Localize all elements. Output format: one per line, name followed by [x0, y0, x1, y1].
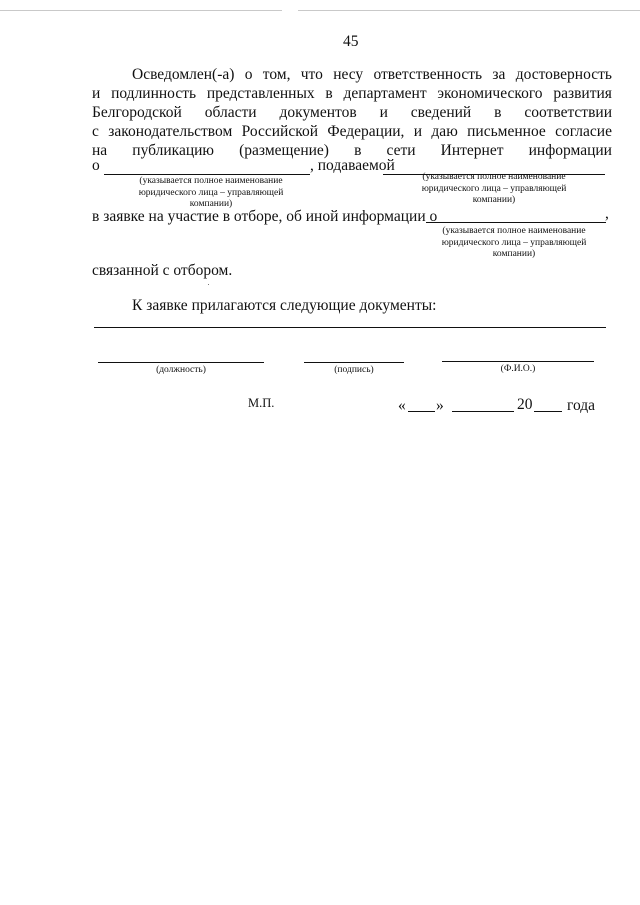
date-year-suffix: года [567, 397, 596, 414]
full-name-label: (Ф.И.О.) [500, 364, 536, 374]
para-line-7-end: , [605, 205, 609, 222]
signature-field[interactable] [304, 362, 404, 363]
para-line-2: и подлинность представленных в департамент экономического развития [92, 85, 612, 102]
para-line-4: с законодательством Российской Федерации, и даю письменное согласие [92, 123, 612, 140]
hint-company-line7: (указывается полное наименование юридического лица – управляющей компании) [441, 226, 587, 259]
attachments-field[interactable] [94, 327, 606, 328]
date-open-quote: « [398, 397, 406, 414]
para-line-6-mid: , подаваемой [310, 157, 395, 174]
signature-label: (подпись) [334, 365, 374, 375]
para-line-1: Осведомлен(-а) о том, что несу ответственность за достоверность [132, 66, 612, 83]
full-name-field[interactable] [442, 361, 594, 362]
hint-company-left: (указывается полное наименование юридического лица – управляющей компании) [138, 176, 284, 209]
page-number: 45 [343, 33, 359, 50]
para-line-7: в заявке на участие в отборе, об иной информации о [92, 208, 438, 225]
position-label: (должность) [156, 365, 206, 375]
para-line-6-start: о [92, 157, 100, 174]
company-name-field-3[interactable] [426, 222, 606, 223]
para-line-5: на публикацию (размещение) в сети Интернет информации [92, 142, 612, 159]
position-field[interactable] [98, 362, 264, 363]
hint-company-right: (указывается полное наименование юридического лица – управляющей компании) [421, 172, 567, 205]
scan-edge-line-right [298, 10, 640, 11]
date-month-field[interactable] [452, 411, 514, 412]
date-day-field[interactable] [408, 411, 435, 412]
company-name-field-1[interactable] [104, 174, 310, 175]
date-close-quote: » [436, 397, 444, 414]
date-year-prefix: 20 [517, 396, 533, 413]
scan-edge-line-left [0, 10, 282, 11]
date-year-field[interactable] [534, 411, 562, 412]
para-line-8: связанной с отбором. [92, 262, 233, 279]
scan-speck [208, 284, 209, 285]
stamp-label: М.П. [248, 396, 275, 410]
attachments-heading: К заявке прилагаются следующие документы: [132, 297, 437, 314]
para-line-3: Белгородской области документов и сведений в соответствии [92, 104, 612, 121]
